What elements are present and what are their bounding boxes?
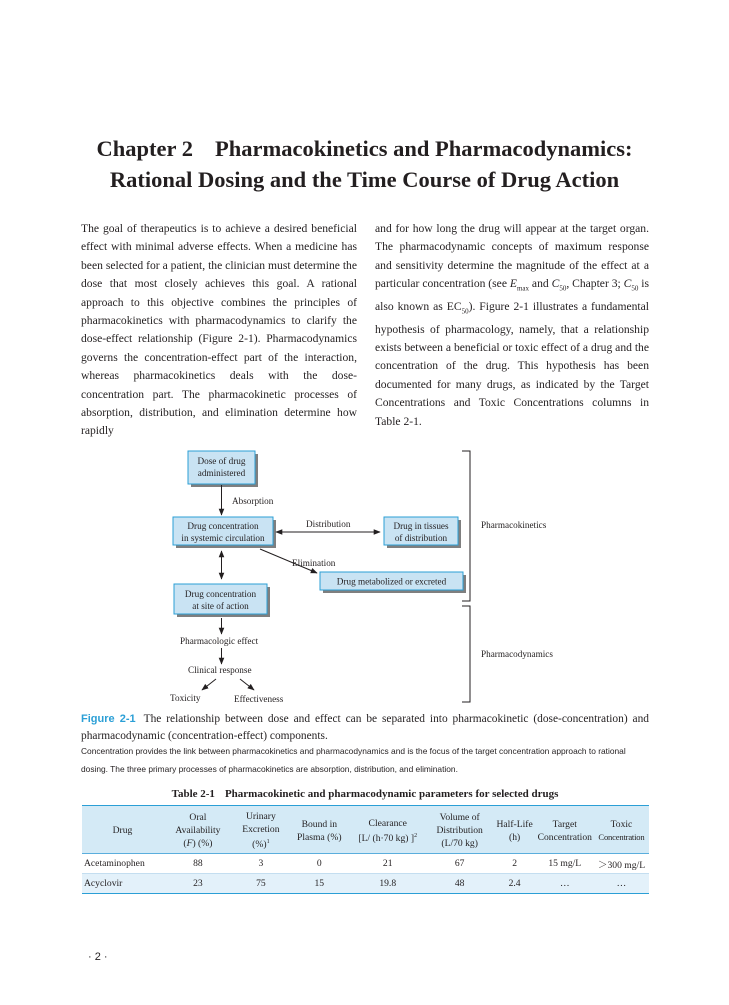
cell-volume: 67	[426, 854, 494, 874]
dose-box-line1: Dose of drug	[197, 456, 246, 466]
header-text: Availability	[175, 825, 221, 837]
header-text: Concentration	[537, 831, 592, 843]
dose-effect-diagram	[164, 448, 574, 710]
effectiveness-arrow	[240, 679, 254, 690]
c50-subscript: 50	[559, 284, 567, 293]
cell-toxic: ＞300 mg/L	[594, 854, 649, 874]
header-text: Toxic	[610, 818, 633, 830]
header-text: (%)	[252, 839, 267, 851]
absorption-label: Absorption	[232, 496, 274, 506]
header-half-life	[494, 806, 536, 854]
emax-symbol: E	[509, 277, 517, 291]
tissues-box-line2: of distribution	[394, 533, 448, 543]
header-toxic-concentration	[594, 806, 649, 854]
header-clearance	[350, 806, 426, 854]
systemic-box-line2: in systemic circulation	[181, 533, 265, 543]
header-text: Half-Life	[496, 818, 533, 830]
table-title	[81, 788, 649, 800]
metabolized-box	[320, 572, 466, 593]
cell-clearance: 21	[350, 854, 426, 874]
header-drug-text: Drug	[112, 825, 133, 837]
body-text: , Chapter 3;	[566, 277, 624, 291]
site-box-line1: Drug concentration	[184, 589, 257, 599]
systemic-circulation-box	[173, 517, 276, 548]
header-text: Oral	[189, 812, 207, 824]
dose-box	[188, 451, 258, 487]
clinical-response-label: Clinical response	[188, 665, 252, 675]
table-header-row	[82, 806, 649, 854]
header-drug	[82, 806, 163, 854]
toxicity-label: Toxicity	[170, 693, 201, 703]
chapter-title-line1	[0, 133, 729, 164]
pharmacodynamics-bracket	[462, 606, 470, 702]
header-text: Volume of	[439, 812, 480, 824]
header-text: (F) (%)	[183, 838, 213, 850]
distribution-label: Distribution	[306, 519, 351, 529]
body-text: and	[529, 277, 552, 291]
figure-label: Figure 2-1	[81, 713, 136, 725]
cell-urinary: 75	[233, 874, 289, 894]
elimination-label: Elimination	[292, 558, 336, 568]
header-text: (h)	[509, 831, 521, 843]
header-text: [L/ (h·70 kg) ]	[358, 832, 415, 844]
emax-subscript: max	[516, 284, 530, 293]
tissues-box	[384, 517, 461, 548]
c50-subscript: 50	[631, 284, 639, 293]
pk-parameters-table	[82, 805, 649, 894]
toxicity-arrow	[202, 679, 216, 690]
header-text: ) (%)	[192, 838, 213, 850]
body-text: is also known as EC	[375, 277, 649, 313]
systemic-box-line1: Drug concentration	[187, 521, 259, 531]
cell-oral: 88	[163, 854, 233, 874]
cell-bound: 15	[289, 874, 350, 894]
pharmacologic-effect-label: Pharmacologic effect	[180, 636, 259, 646]
site-of-action-box	[174, 584, 270, 617]
chapter-number: Chapter 2	[96, 136, 193, 161]
table-row	[82, 854, 649, 874]
header-text: Target	[552, 818, 577, 830]
figure-caption	[81, 711, 649, 745]
cell-urinary: 3	[233, 854, 289, 874]
header-text: Clearance	[368, 817, 407, 829]
table-number: Table 2-1	[171, 788, 215, 800]
header-text: Excretion	[242, 824, 280, 835]
header-footnote: 1	[266, 839, 270, 845]
body-text: and for how long the drug will appear at the target organ. The pharmacodynamic concepts of maximum response and sensitivity determine the magnitude of the effect at a particular concentration (see	[375, 222, 649, 291]
body-paragraph-right	[375, 220, 649, 431]
cell-toxic: …	[594, 874, 649, 894]
header-volume-of-distribution	[426, 806, 494, 854]
cell-clearance: 19.8	[350, 874, 426, 894]
cell-oral: 23	[163, 874, 233, 894]
cell-target: …	[536, 874, 594, 894]
header-bound-in-plasma	[289, 806, 350, 854]
pharmacokinetics-label: Pharmacokinetics	[481, 520, 547, 530]
header-footnote: 2	[414, 832, 418, 839]
header-text	[235, 836, 287, 851]
figure-caption-text: The relationship between dose and effect can be separated into pharmacokinetic (dose-concentration) and pharmacodynamic (concentration-effect) components.	[81, 713, 649, 742]
dose-box-line2: administered	[197, 468, 246, 478]
cell-volume: 48	[426, 874, 494, 894]
pharmacodynamics-label: Pharmacodynamics	[481, 649, 553, 659]
cell-half-life: 2.4	[494, 874, 536, 894]
ec50-subscript: 50	[461, 307, 469, 316]
table-title-text: Pharmacokinetic and pharmacodynamic parameters for selected drugs	[224, 788, 559, 800]
chapter-title-line2: Rational Dosing and the Time Course of Drug Action	[109, 167, 620, 192]
page-number: · 2 ·	[88, 951, 108, 963]
header-text: Bound in	[301, 818, 338, 830]
header-f-symbol: F	[186, 838, 193, 850]
header-text: Plasma (%)	[297, 831, 342, 843]
effectiveness-label: Effectiveness	[234, 694, 284, 704]
figure-caption-note: Concentration provides the link between pharmacokinetics and pharmacodynamics and is the focus of the target concentration approach to rational dosing. The three primary processes of pharmacokinetics are absorption, distribution, and elimination.	[81, 746, 626, 774]
body-column-left	[81, 220, 357, 441]
site-box-line2: at site of action	[192, 601, 249, 611]
c50-symbol: C	[551, 277, 560, 291]
metabolized-box-text: Drug metabolized or excreted	[336, 576, 447, 587]
header-text: Concentration	[598, 831, 645, 842]
header-target-concentration	[536, 806, 594, 854]
chapter-title-main: Pharmacokinetics and Pharmacodynamics:	[214, 136, 633, 161]
cell-bound: 0	[289, 854, 350, 874]
body-paragraph-left: The goal of therapeutics is to achieve a desired beneficial effect with minimal adverse effects. When a medicine has been selected for a patient, the clinician must determine the dose that most closely achieves this goal. A rational approach to this objective combines the principles of pharmacokinetics with pharmacodynamics to clarify the dose-effect relationship (Figure 2-1). Pharmacodynamics governs the concentration-effect part of the interaction, whereas pharmacokinetics deals with the dose-concentration part. The pharmacokinetic processes of absorption, distribution, and elimination determine how rapidly	[81, 222, 357, 438]
cell-drug: Acetaminophen	[82, 854, 163, 874]
chapter-title	[0, 133, 729, 195]
header-text: Distribution	[436, 825, 483, 837]
cell-half-life: 2	[494, 854, 536, 874]
table-row	[82, 874, 649, 894]
cell-target: 15 mg/L	[536, 854, 594, 874]
header-oral-availability	[163, 806, 233, 854]
header-text: Urinary	[245, 811, 276, 822]
body-column-right	[375, 220, 649, 431]
header-text	[352, 830, 424, 845]
cell-drug: Acyclovir	[82, 874, 163, 894]
body-text: ). Figure 2-1 illustrates a fundamental hypothesis of pharmacology, namely, that a relationship exists between a beneficial or toxic effect of a drug and the concentration of the drug. This hypothesis has been documented for many drugs, as indicated by the Target Concentrations and Toxic Concentrations columns in Table 2-1.	[375, 299, 649, 428]
header-urinary-excretion	[233, 806, 289, 854]
header-text: (L/70 kg)	[441, 838, 478, 850]
c50-symbol: C	[623, 277, 632, 291]
tissues-box-line1: Drug in tissues	[393, 521, 449, 531]
